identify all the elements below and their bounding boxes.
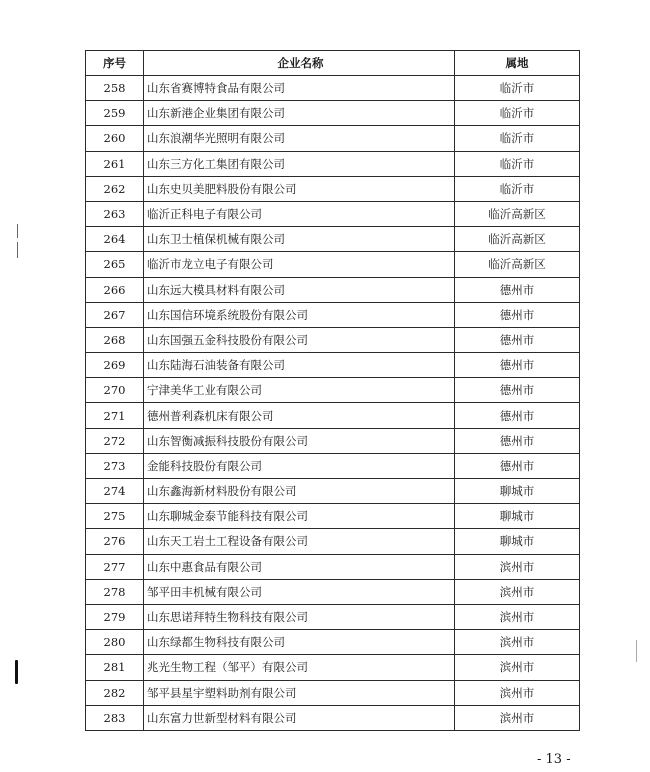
row-location: 聊城市 xyxy=(455,479,580,504)
header-number: 序号 xyxy=(86,51,144,76)
row-enterprise-name: 临沂市龙立电子有限公司 xyxy=(144,252,455,277)
header-enterprise-name: 企业名称 xyxy=(144,51,455,76)
row-number: 267 xyxy=(86,302,144,327)
row-number: 265 xyxy=(86,252,144,277)
row-enterprise-name: 山东国强五金科技股份有限公司 xyxy=(144,327,455,352)
row-location: 德州市 xyxy=(455,428,580,453)
header-row xyxy=(86,51,580,76)
row-location: 滨州市 xyxy=(455,630,580,655)
row-location: 聊城市 xyxy=(455,529,580,554)
row-number: 282 xyxy=(86,680,144,705)
row-number: 281 xyxy=(86,655,144,680)
row-number: 259 xyxy=(86,101,144,126)
table-row xyxy=(86,579,580,604)
table-row xyxy=(86,327,580,352)
row-location: 临沂市 xyxy=(455,151,580,176)
table-row xyxy=(86,680,580,705)
row-location: 滨州市 xyxy=(455,705,580,730)
table-row xyxy=(86,201,580,226)
row-enterprise-name: 山东天工岩土工程设备有限公司 xyxy=(144,529,455,554)
row-location: 德州市 xyxy=(455,353,580,378)
table-row xyxy=(86,529,580,554)
table-row xyxy=(86,252,580,277)
row-number: 273 xyxy=(86,453,144,478)
table-row xyxy=(86,479,580,504)
row-enterprise-name: 山东卫士植保机械有限公司 xyxy=(144,227,455,252)
row-number: 276 xyxy=(86,529,144,554)
row-number: 264 xyxy=(86,227,144,252)
row-enterprise-name: 邹平县星宇塑料助剂有限公司 xyxy=(144,680,455,705)
row-number: 283 xyxy=(86,705,144,730)
row-enterprise-name: 金能科技股份有限公司 xyxy=(144,453,455,478)
table-row xyxy=(86,126,580,151)
row-location: 滨州市 xyxy=(455,554,580,579)
table-row xyxy=(86,151,580,176)
row-location: 临沂市 xyxy=(455,126,580,151)
row-number: 269 xyxy=(86,353,144,378)
row-number: 271 xyxy=(86,403,144,428)
header-location: 属地 xyxy=(455,51,580,76)
row-enterprise-name: 兆光生物工程（邹平）有限公司 xyxy=(144,655,455,680)
table-row xyxy=(86,302,580,327)
row-enterprise-name: 山东远大模具材料有限公司 xyxy=(144,277,455,302)
row-location: 滨州市 xyxy=(455,655,580,680)
row-location: 德州市 xyxy=(455,327,580,352)
row-enterprise-name: 山东浪潮华光照明有限公司 xyxy=(144,126,455,151)
table-row xyxy=(86,428,580,453)
row-number: 274 xyxy=(86,479,144,504)
row-number: 275 xyxy=(86,504,144,529)
table-row xyxy=(86,76,580,101)
table-row xyxy=(86,655,580,680)
row-enterprise-name: 山东史贝美肥料股份有限公司 xyxy=(144,176,455,201)
row-enterprise-name: 山东绿都生物科技有限公司 xyxy=(144,630,455,655)
row-number: 270 xyxy=(86,378,144,403)
row-number: 272 xyxy=(86,428,144,453)
enterprise-table xyxy=(85,50,580,731)
table-row xyxy=(86,630,580,655)
row-number: 260 xyxy=(86,126,144,151)
scan-mark xyxy=(636,640,637,662)
row-location: 临沂市 xyxy=(455,176,580,201)
table-row xyxy=(86,554,580,579)
row-number: 278 xyxy=(86,579,144,604)
table-row xyxy=(86,453,580,478)
table-row xyxy=(86,504,580,529)
table-row xyxy=(86,176,580,201)
row-enterprise-name: 山东中惠食品有限公司 xyxy=(144,554,455,579)
row-location: 滨州市 xyxy=(455,579,580,604)
row-location: 临沂高新区 xyxy=(455,201,580,226)
row-number: 263 xyxy=(86,201,144,226)
row-enterprise-name: 邹平田丰机械有限公司 xyxy=(144,579,455,604)
row-location: 临沂市 xyxy=(455,101,580,126)
row-number: 266 xyxy=(86,277,144,302)
table-row xyxy=(86,705,580,730)
row-location: 德州市 xyxy=(455,302,580,327)
table-row xyxy=(86,403,580,428)
row-location: 聊城市 xyxy=(455,504,580,529)
row-location: 德州市 xyxy=(455,453,580,478)
row-enterprise-name: 山东富力世新型材料有限公司 xyxy=(144,705,455,730)
row-enterprise-name: 山东省赛博特食品有限公司 xyxy=(144,76,455,101)
row-enterprise-name: 德州普利森机床有限公司 xyxy=(144,403,455,428)
row-enterprise-name: 山东国信环境系统股份有限公司 xyxy=(144,302,455,327)
row-enterprise-name: 山东智衡减振科技股份有限公司 xyxy=(144,428,455,453)
row-location: 临沂高新区 xyxy=(455,227,580,252)
row-number: 258 xyxy=(86,76,144,101)
row-enterprise-name: 山东聊城金泰节能科技有限公司 xyxy=(144,504,455,529)
row-enterprise-name: 山东陆海石油装备有限公司 xyxy=(144,353,455,378)
row-number: 279 xyxy=(86,604,144,629)
row-number: 268 xyxy=(86,327,144,352)
scan-mark xyxy=(17,224,18,238)
table-header xyxy=(86,51,580,76)
table-row xyxy=(86,227,580,252)
table-row xyxy=(86,353,580,378)
row-location: 滨州市 xyxy=(455,604,580,629)
page-number: - 13 - xyxy=(537,752,571,767)
row-enterprise-name: 山东鑫海新材料股份有限公司 xyxy=(144,479,455,504)
scan-mark xyxy=(17,242,18,258)
row-enterprise-name: 宁津美华工业有限公司 xyxy=(144,378,455,403)
row-location: 德州市 xyxy=(455,403,580,428)
row-number: 261 xyxy=(86,151,144,176)
row-enterprise-name: 山东新港企业集团有限公司 xyxy=(144,101,455,126)
row-enterprise-name: 山东三方化工集团有限公司 xyxy=(144,151,455,176)
row-enterprise-name: 山东思诺拜特生物科技有限公司 xyxy=(144,604,455,629)
row-location: 德州市 xyxy=(455,378,580,403)
row-number: 277 xyxy=(86,554,144,579)
table-row xyxy=(86,378,580,403)
table-row xyxy=(86,604,580,629)
row-location: 滨州市 xyxy=(455,680,580,705)
table-row xyxy=(86,277,580,302)
row-number: 262 xyxy=(86,176,144,201)
table-body xyxy=(86,76,580,731)
row-location: 临沂高新区 xyxy=(455,252,580,277)
row-location: 临沂市 xyxy=(455,76,580,101)
row-location: 德州市 xyxy=(455,277,580,302)
table-row xyxy=(86,101,580,126)
scan-mark xyxy=(15,660,18,684)
row-number: 280 xyxy=(86,630,144,655)
row-enterprise-name: 临沂正科电子有限公司 xyxy=(144,201,455,226)
